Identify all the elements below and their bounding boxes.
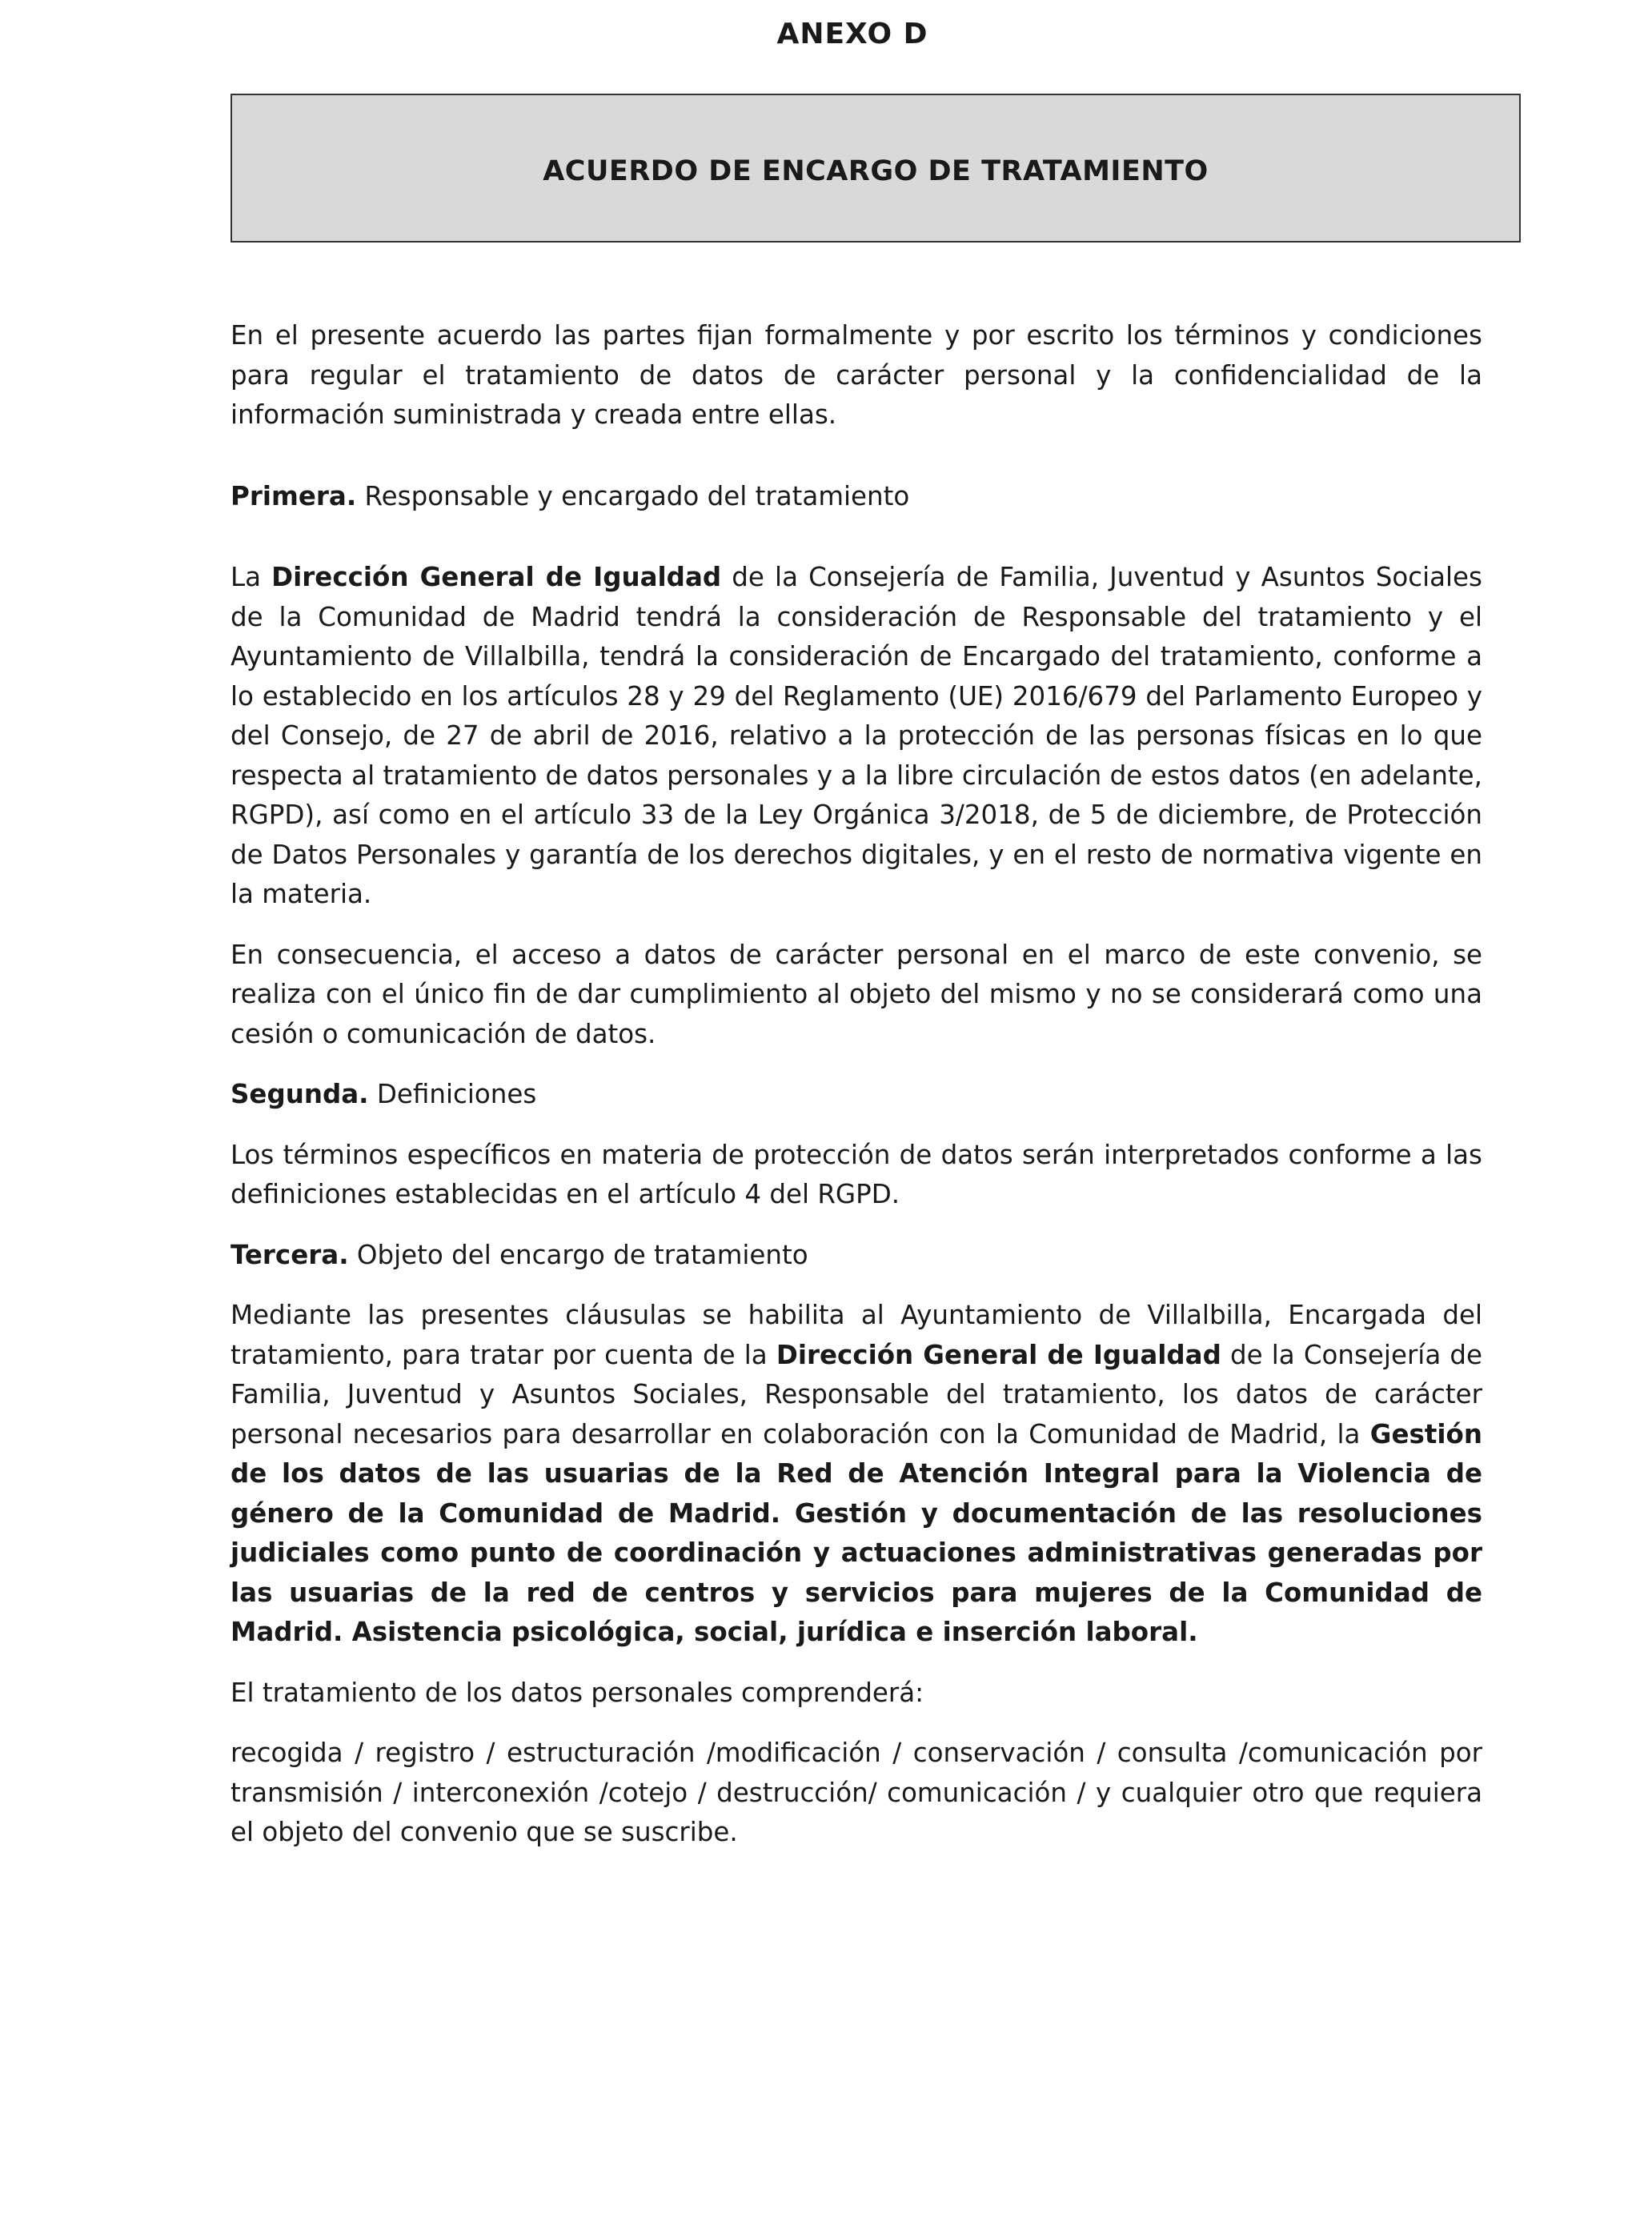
document-title: ACUERDO DE ENCARGO DE TRATAMIENTO — [543, 155, 1209, 187]
clause-heading-segunda — [231, 1075, 1482, 1115]
title-box — [231, 94, 1521, 243]
bold-object-description: Gestión de los datos de las usuarias de la Red de Atención Integral para la Violencia de género de la Comunidad de Madrid. Gestión y documentación de las resoluciones judiciales como punto de coordinación y actuaciones administrativas generadas por las usuarias de la red de centros y servicios para mujeres de la Comunidad de Madrid. Asistencia psicológica, social, jurídica e inserción laboral. — [231, 1418, 1482, 1647]
clause-segunda-paragraph-1: Los términos específicos en materia de protección de datos serán interpretados conforme a las definiciones establecidas en el artículo 4 del RGPD. — [231, 1139, 1482, 1209]
clause-label-tercera: Tercera. — [231, 1239, 349, 1270]
clause-tercera-paragraph-3: recogida / registro / estructuración /modificación / conservación / consulta /comunicación por transmisión / interconexión /cotejo / destrucción/ comunicación / y cualquier otro que requiera el objeto del convenio que se suscribe. — [231, 1738, 1482, 1847]
bold-entity-name: Dirección General de Igualdad — [271, 562, 722, 592]
clause-title-tercera: Objeto del encargo de tratamiento — [348, 1239, 808, 1270]
annex-label: ANEXO D — [776, 18, 928, 50]
clause-tercera-paragraph-2: El tratamiento de los datos personales comprenderá: — [231, 1677, 924, 1708]
clause-title-primera: Responsable y encargado del tratamiento — [356, 480, 910, 511]
clause-primera-paragraph-1 — [231, 558, 1482, 915]
clause-heading-primera — [231, 477, 1482, 517]
clause-label-primera: Primera. — [231, 480, 357, 511]
text-run: Mediante las presentes cláusulas se habilita al Ayuntamiento de Villalbilla, Encargada del tratamiento, para tratar por cuenta de la — [231, 1300, 1482, 1370]
clause-title-segunda: Definiciones — [368, 1079, 537, 1109]
text-run: de la Consejería de Familia, Juventud y Asuntos Sociales de la Comunidad de Madrid tendrá la consideración de Responsable del tratamiento y el Ayuntamiento de Villalbilla, tendrá la consideración de Encargado del tratamiento, conforme a lo establecido en los artículos 28 y 29 del Reglamento (UE) 2016/679 del Parlamento Europeo y del Consejo, de 27 de abril de 2016, relativo a la protección de las personas físicas en lo que respecta al tratamiento de datos personales y a la libre circulación de estos datos (en adelante, RGPD), así como en el artículo 33 de la Ley Orgánica 3/2018, de 5 de diciembre, de Protección de Datos Personales y garantía de los derechos digitales, y en el resto de normativa vigente en la materia. — [231, 562, 1482, 909]
text-run: La — [231, 562, 272, 592]
text-run: de la Consejería de Familia, Juventud y Asuntos Sociales, Responsable del tratamiento, los datos de carácter personal necesarios para desarrollar en colaboración con la Comunidad de Madrid, la — [231, 1339, 1483, 1449]
intro-paragraph: En el presente acuerdo las partes fijan formalmente y por escrito los términos y condiciones para regular el tratamiento de datos de carácter personal y la confidencialidad de la información suministrada y creada entre ellas. — [231, 320, 1482, 430]
clause-tercera-paragraph-1 — [231, 1296, 1482, 1653]
document-body — [231, 316, 1482, 1874]
clause-heading-tercera — [231, 1236, 1482, 1276]
clause-label-segunda: Segunda. — [231, 1079, 369, 1109]
clause-primera-paragraph-2: En consecuencia, el acceso a datos de carácter personal en el marco de este convenio, se realiza con el único fin de dar cumplimiento al objeto del mismo y no se considerará como una cesión o comunicación de datos. — [231, 939, 1482, 1049]
bold-entity-name: Dirección General de Igualdad — [776, 1339, 1221, 1370]
